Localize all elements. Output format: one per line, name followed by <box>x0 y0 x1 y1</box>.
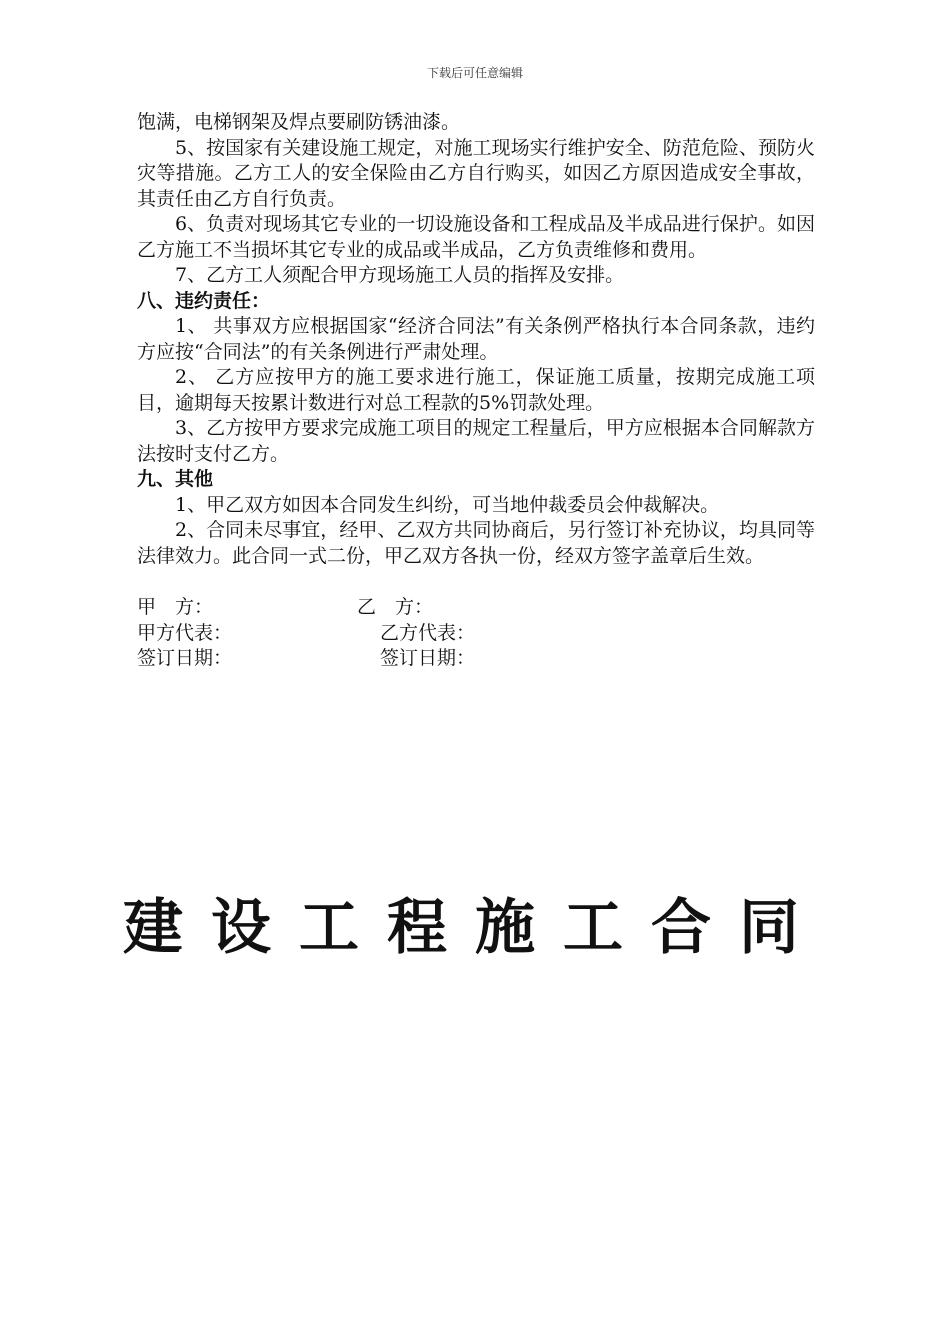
section-heading-breach: 八、违约责任： <box>137 289 271 312</box>
clause: 1、 共事双方应根据国家“经济合同法”有关条例严格执行本合同条款，违约方应按“合同法”的有关条例进行严肃处理。 <box>137 315 815 363</box>
signature-row-party <box>137 595 815 621</box>
clause: 3、乙方按甲方要求完成施工项目的规定工程量后，甲方应根据本合同解款方法按时支付乙方。 <box>137 417 815 465</box>
signature-row-date <box>137 646 815 672</box>
signature-row-representative <box>137 621 815 647</box>
paragraph: 5、按国家有关建设施工规定，对施工现场实行维护安全、防范危险、预防火灾等措施。乙方工人的安全保险由乙方自行购买，如因乙方原因造成安全事故，其责任由乙方自行负责。 <box>137 136 815 210</box>
paragraph: 7、乙方工人须配合甲方现场施工人员的指挥及安排。 <box>175 264 625 286</box>
clause: 2、合同未尽事宜，经甲、乙双方共同协商后，另行签订补充协议，均具同等法律效力。此合同一式二份，甲乙双方各执一份，经双方签字盖章后生效。 <box>137 519 815 567</box>
section-heading-other: 九、其他 <box>137 468 214 490</box>
party-a-label: 甲 方： <box>137 596 214 618</box>
date-b-label: 签订日期： <box>380 647 476 669</box>
cover-title: 建设工程施工合同 <box>123 893 827 963</box>
rep-b-label: 乙方代表： <box>380 621 476 644</box>
clause: 1、甲乙双方如因本合同发生纠纷，可当地仲裁委员会仲裁解决。 <box>175 493 720 516</box>
paragraph: 6、负责对现场其它专业的一切设施设备和工程成品及半成品进行保护。如因乙方施工不当损坏其它专业的成品或半成品，乙方负责维修和费用。 <box>137 213 815 261</box>
clause: 2、 乙方应按甲方的施工要求进行施工，保证施工质量，按期完成施工项目，逾期每天按累计数进行对总工程款的5%罚款处理。 <box>137 366 815 414</box>
document-body <box>137 110 815 672</box>
party-b-label: 乙 方： <box>357 596 434 618</box>
rep-a-label: 甲方代表： <box>137 621 233 644</box>
date-a-label: 签订日期： <box>137 647 233 669</box>
page-header: 下载后可任意编辑 <box>426 66 523 80</box>
paragraph: 饱满，电梯钢架及焊点要刷防锈油漆。 <box>137 111 461 133</box>
